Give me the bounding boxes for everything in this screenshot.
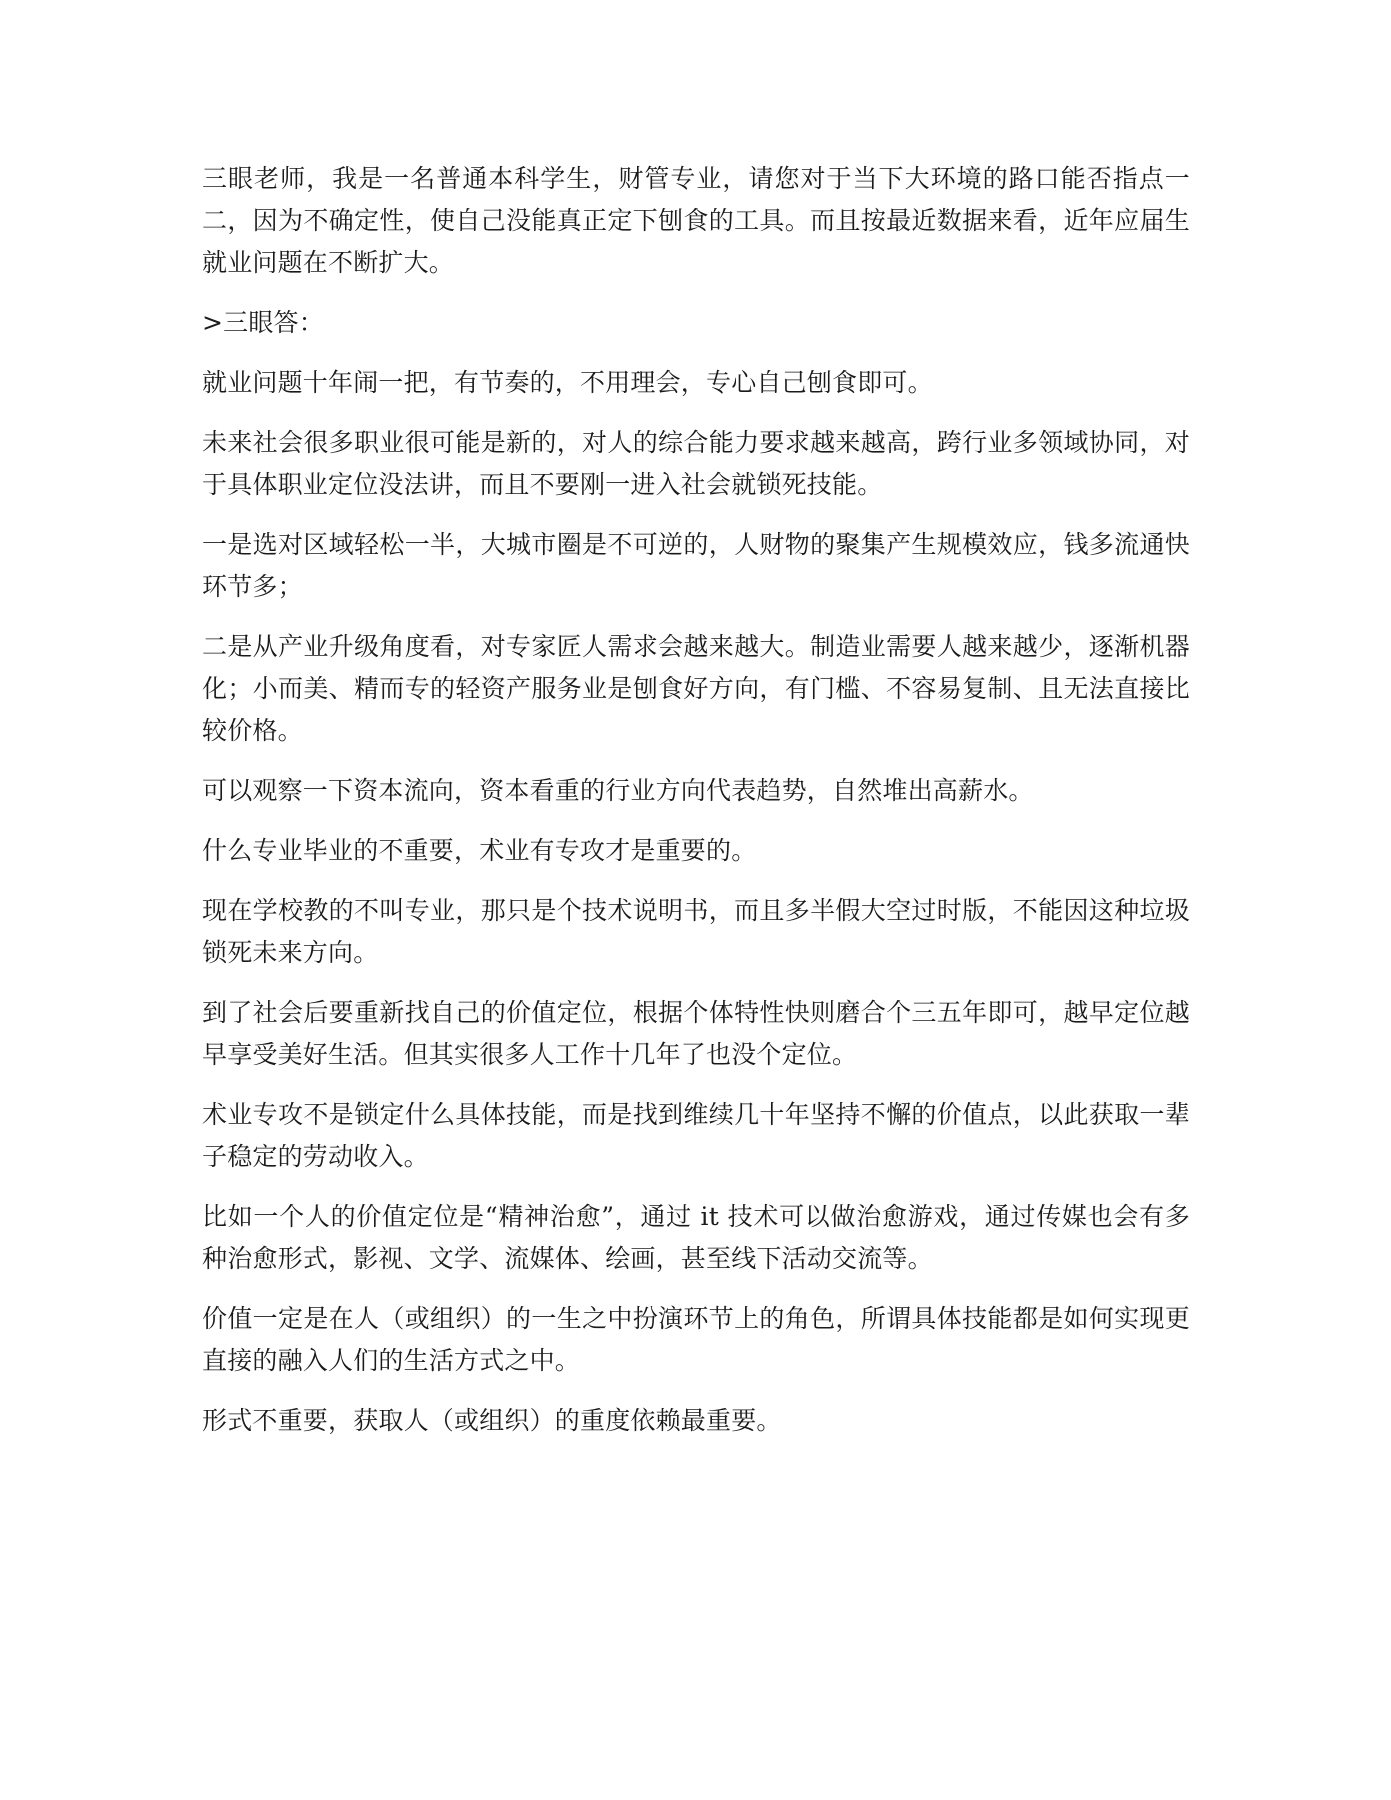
- document-body: [202, 158, 1190, 1460]
- paragraph: 未来社会很多职业很可能是新的，对人的综合能力要求越来越高，跨行业多领域协同，对于具体职业定位没法讲，而且不要刚一进入社会就锁死技能。: [202, 428, 1190, 499]
- paragraph: 形式不重要，获取人（或组织）的重度依赖最重要。: [202, 1406, 782, 1435]
- paragraph: 二是从产业升级角度看，对专家匠人需求会越来越大。制造业需要人越来越少，逐渐机器化；小而美、精而专的轻资产服务业是刨食好方向，有门槛、不容易复制、且无法直接比较价格。: [202, 632, 1190, 745]
- paragraph: 到了社会后要重新找自己的价值定位，根据个体特性快则磨合个三五年即可，越早定位越早享受美好生活。但其实很多人工作十几年了也没个定位。: [202, 998, 1190, 1069]
- paragraph: 价值一定是在人（或组织）的一生之中扮演环节上的角色，所谓具体技能都是如何实现更直接的融入人们的生活方式之中。: [202, 1304, 1190, 1375]
- paragraph-question: 三眼老师，我是一名普通本科学生，财管专业，请您对于当下大环境的路口能否指点一二，因为不确定性，使自己没能真正定下刨食的工具。而且按最近数据来看，近年应届生就业问题在不断扩大。: [202, 164, 1190, 277]
- paragraph-answer-heading: >三眼答：: [202, 308, 324, 337]
- paragraph: 可以观察一下资本流向，资本看重的行业方向代表趋势，自然堆出高薪水。: [202, 776, 1034, 805]
- paragraph: 现在学校教的不叫专业，那只是个技术说明书，而且多半假大空过时版，不能因这种垃圾锁死未来方向。: [202, 896, 1190, 967]
- paragraph: 一是选对区域轻松一半，大城市圈是不可逆的，人财物的聚集产生规模效应，钱多流通快环节多；: [202, 530, 1190, 601]
- paragraph: 就业问题十年闹一把，有节奏的，不用理会，专心自己刨食即可。: [202, 368, 933, 397]
- paragraph: 术业专攻不是锁定什么具体技能，而是找到维续几十年坚持不懈的价值点，以此获取一辈子稳定的劳动收入。: [202, 1100, 1190, 1171]
- paragraph: 比如一个人的价值定位是“精神治愈”，通过 it 技术可以做治愈游戏，通过传媒也会有多种治愈形式，影视、文学、流媒体、绘画，甚至线下活动交流等。: [202, 1202, 1190, 1273]
- paragraph: 什么专业毕业的不重要，术业有专攻才是重要的。: [202, 836, 757, 865]
